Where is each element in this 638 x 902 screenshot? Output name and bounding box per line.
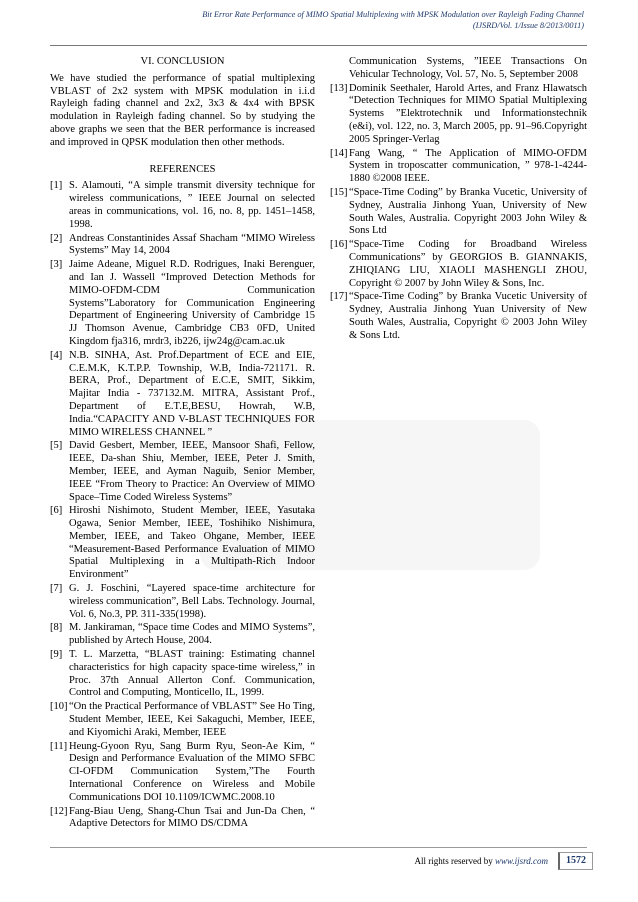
reference-text: Hiroshi Nishimoto, Student Member, IEEE, Yasutaka Ogawa, Senior Member, IEEE, Toshihiko Nishimura, Member, IEEE, and Takeo Ohgane, Member, IEEE “Measurement-Based Performance Evaluation of MIMO Spatial Multiplexing in a Multipath-Rich Indoor Environment” xyxy=(69,505,315,581)
footer-rights: All rights reserved by xyxy=(414,856,495,866)
header-rule xyxy=(50,45,587,46)
reference-item xyxy=(50,180,315,231)
right-column xyxy=(330,56,587,344)
reference-text: Jaime Adeane, Miguel R.D. Rodrigues, Inaki Berenguer, and Ian J. Wassell “Improved Detection Methods for MIMO-OFDM-CDM Communication Systems”Laboratory for Communication Engineering Department of Engineering University of Cambridge 15 JJ Thomson Avenue, Cambridge CB3 0FD, United Kingdom fja316, mrdr3, ib226, ijw24g@cam.ac.uk xyxy=(69,259,315,347)
reference-number: [3] xyxy=(50,259,63,271)
running-header xyxy=(24,9,584,31)
reference-item xyxy=(330,83,587,147)
reference-item xyxy=(50,233,315,259)
conclusion-heading: VI. CONCLUSION xyxy=(140,56,225,67)
reference-number: [16] xyxy=(330,239,348,251)
conclusion-text: We have studied the performance of spatial multiplexing VBLAST of 2x2 system with MPSK modulation in i.i.d Rayleigh fading channel and 2x2, 3x3 & 4x4 with BPSK modulation in Rayleigh fading channel. So by studying the above graphs we seen that the BER performance is increased and improved in QPSK modulation then other methods. xyxy=(50,72,315,148)
reference-text: “Space-Time Coding” by Branka Vucetic, University of Sydney, Australia Jinhong Yuan, University of New South Wales, Australia. Copyright 2003 John Wiley & Sons Ltd xyxy=(349,186,587,237)
reference-item xyxy=(330,148,587,186)
reference-item xyxy=(50,259,315,349)
reference-text: N.B. SINHA, Ast. Prof.Department of ECE and EIE, C.E.M.K, K.T.P.P. Township, W.B, India-721171. R. BERA, Prof., Department of E.C.E, SMIT, Sikkim, Majitar India - 737132.M. MITRA, Assistant Prof., Department of E.T.E,BESU, Howrah, W.B, India.“CAPACITY AND V-BLAST TECHNIQUES FOR MIMO WIRELESS CHANNEL ” xyxy=(69,349,315,438)
reference-text: Andreas Constantinides Assaf Shacham “MIMO Wireless Systems” May 14, 2004 xyxy=(69,232,315,257)
reference-number: [14] xyxy=(330,147,348,159)
reference-item xyxy=(330,291,587,342)
reference-number: [7] xyxy=(50,583,63,595)
header-title: Bit Error Rate Performance of MIMO Spatial Multiplexing with MPSK Modulation over Rayleigh Fading Channel xyxy=(202,10,584,19)
reference-item xyxy=(50,440,315,504)
reference-number: [11] xyxy=(50,740,68,752)
page-number: 1572 xyxy=(558,852,593,870)
header-issue: (IJSRD/Vol. 1/Issue 8/2013/0011) xyxy=(472,21,584,30)
reference-text: G. J. Foschini, “Layered space-time architecture for wireless communication”, Bell Labs. Technology. Journal, Vol. 6, No.3, PP. 311-335(1998). xyxy=(69,583,315,620)
reference-text: “Space-Time Coding” by Branka Vucetic University of Sydney, Australia Jinhong Yuan University of New South Wales, Australia, Copyright © 2003 John Wiley & Sons Ltd. xyxy=(349,291,587,341)
references-list-left xyxy=(50,180,315,831)
reference-item xyxy=(50,806,315,832)
reference-number: [2] xyxy=(50,232,63,244)
reference-number: [12] xyxy=(50,805,68,817)
reference-number: [8] xyxy=(50,622,63,634)
reference-text: “Space-Time Coding for Broadband Wireless Communications” by GEORGIOS B. GIANNAKIS, ZHIQIANG LIU, XIAOLI MASHENGLI ZHOU, Copyright © 2007 by John Wiley & Sons, Inc. xyxy=(349,239,587,289)
reference-number: [4] xyxy=(50,349,63,361)
left-column xyxy=(50,56,315,832)
reference-text: Heung-Gyoon Ryu, Sang Burm Ryu, Seon-Ae Kim, “ Design and Performance Evaluation of the MIMO SFBC CI-OFDM Communication System,”The Fourth International Conference on Wireless and Mobile Communications DOI 10.1109/ICWMC.2008.10 xyxy=(69,740,315,803)
footer xyxy=(415,856,549,866)
reference-number: [17] xyxy=(330,291,348,303)
reference-number: [15] xyxy=(330,186,348,198)
reference-text: David Gesbert, Member, IEEE, Mansoor Shafi, Fellow, IEEE, Da-shan Shiu, Member, IEEE, Peter J. Smith, Member, IEEE, and Ayman Naguib, Senior Member, IEEE “From Theory to Practice: An Overview of MIMO Space–Time Coded Wireless Systems” xyxy=(69,440,315,503)
reference-number: [1] xyxy=(50,180,63,192)
reference-item xyxy=(50,505,315,582)
footer-rule xyxy=(50,847,587,848)
reference-text: “On the Practical Performance of VBLAST” See Ho Ting, Student Member, IEEE, Kei Sakaguchi, Member, IEEE, and Kiyomichi Araki, Member, IEEE xyxy=(69,701,315,738)
reference-item xyxy=(330,239,587,290)
reference-text: Fang-Biau Ueng, Shang-Chun Tsai and Jun-Da Chen, “ Adaptive Detectors for MIMO DS/CDMA xyxy=(69,805,315,830)
reference-item xyxy=(50,649,315,700)
reference-text: T. L. Marzetta, “BLAST training: Estimating channel characteristics for high capacity space-time wireless,” in Proc. 37th Annual Allerton Conf. Communication, Control and Computing, Monticello, IL, 1999. xyxy=(69,649,315,699)
reference-text: Dominik Seethaler, Harold Artes, and Franz Hlawatsch “Detection Techniques for MIMO Spatial Multiplexing Systems ”Elektrotechnik und Informationstechnik (e&i), vol. 122, no. 3, March 2005, pp. 91–96.Copyright 2005 Springer-Verlag xyxy=(349,82,587,145)
reference-item xyxy=(50,741,315,805)
references-heading: REFERENCES xyxy=(149,163,216,175)
reference-12-continuation: Communication Systems, ”IEEE Transactions On Vehicular Technology, Vol. 57, No. 5, September 2008 xyxy=(349,56,587,80)
reference-item xyxy=(50,350,315,440)
footer-site-link[interactable]: www.ijsrd.com xyxy=(494,856,548,866)
reference-item xyxy=(330,187,587,238)
reference-number: [6] xyxy=(50,505,63,517)
reference-text: S. Alamouti, “A simple transmit diversity technique for wireless communications, ” IEEE Journal on selected areas in communications, vol. 16, no. 8, pp. 1451–1458, 1998. xyxy=(69,180,315,230)
reference-number: [5] xyxy=(50,440,63,452)
references-list-right xyxy=(330,83,587,343)
reference-item xyxy=(50,701,315,739)
reference-number: [10] xyxy=(50,701,68,713)
reference-number: [13] xyxy=(330,82,348,94)
reference-item xyxy=(50,583,315,621)
reference-text: M. Jankiraman, “Space time Codes and MIMO Systems”, published by Artech House, 2004. xyxy=(69,622,315,647)
reference-text: Fang Wang, “ The Application of MIMO-OFDM System in troposcatter communication, ” 978-1-4244-1880 ©2008 IEEE. xyxy=(349,147,587,185)
reference-number: [9] xyxy=(50,649,63,661)
reference-item xyxy=(50,622,315,648)
